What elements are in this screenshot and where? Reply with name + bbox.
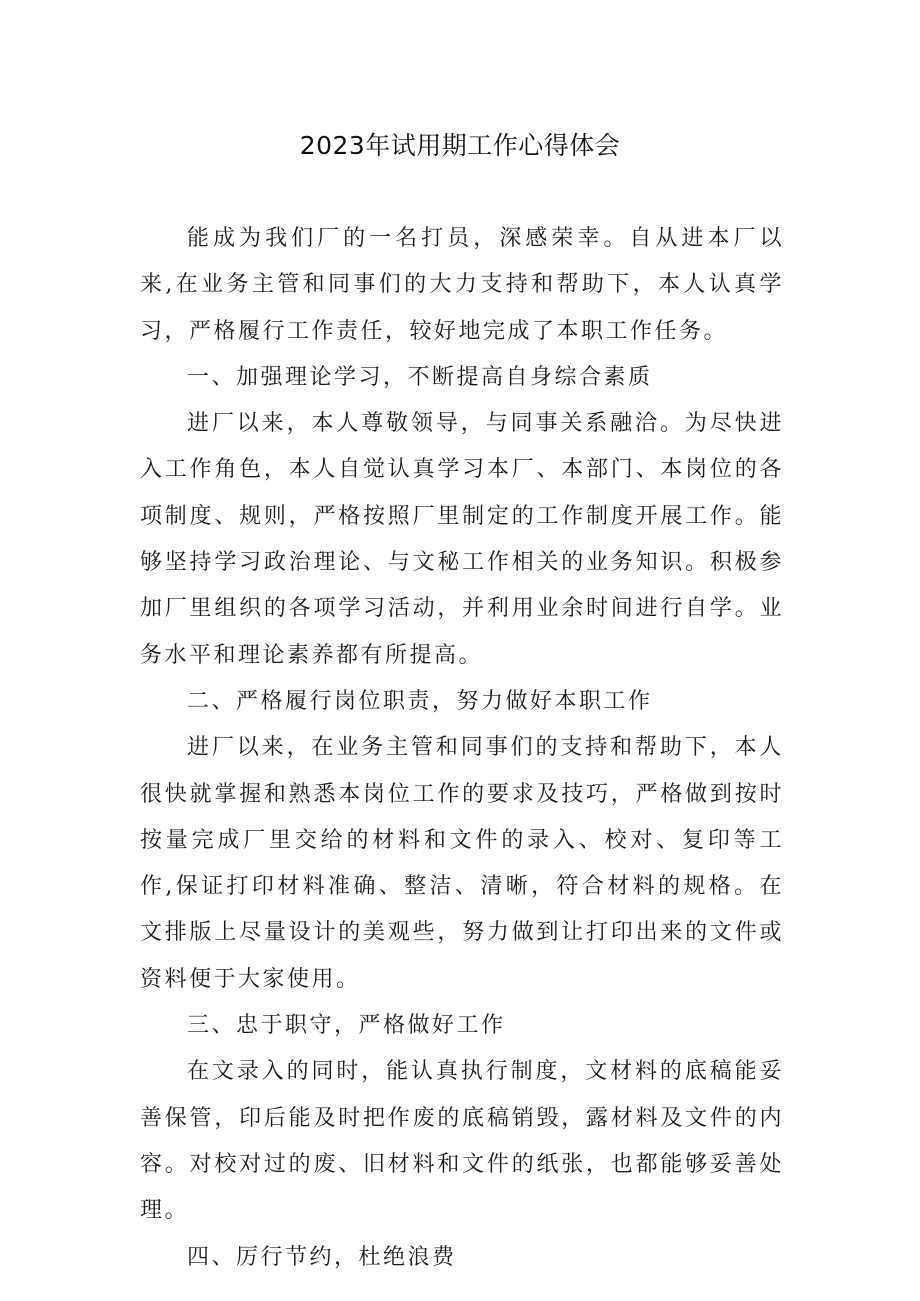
section-heading-2: 二、严格履行岗位职责，努力做好本职工作 — [187, 688, 653, 714]
section-paragraph-3: 在文录入的同时，能认真执行制度，文材料的底稿能妥善保管，印后能及时把作废的底稿销毁，露材料及文件的内容。对校对过的废、旧材料和文件的纸张，也都能够妥善处理。 — [140, 1059, 784, 1224]
section-paragraph-2: 进厂以来，在业务主管和同事们的支持和帮助下，本人很快就掌握和熟悉本岗位工作的要求及技巧，严格做到按时按量完成厂里交给的材料和文件的录入、校对、复印等工作,保证打印材料准确、整洁、清晰，符合材料的规格。在文排版上尽量设计的美观些，努力做到让打印出来的文件或资料便于大家使用。 — [140, 735, 784, 992]
document-title: 2023年试用期工作心得体会 — [299, 131, 621, 160]
section-heading-1: 一、加强理论学习，不断提高自身综合素质 — [187, 364, 653, 390]
section-heading-4: 四、厉行节约，杜绝浪费 — [187, 1244, 457, 1270]
section-heading-3: 三、忠于职守，严格做好工作 — [187, 1013, 506, 1039]
document-body — [140, 216, 784, 1281]
intro-paragraph: 能成为我们厂的一名打员，深感荣幸。自从进本厂以来,在业务主管和同事们的大力支持和帮助下，本人认真学习，严格履行工作责任，较好地完成了本职工作任务。 — [140, 226, 784, 344]
section-paragraph-1: 进厂以来，本人尊敬领导，与同事关系融洽。为尽快进入工作角色，本人自觉认真学习本厂、本部门、本岗位的各项制度、规则，严格按照厂里制定的工作制度开展工作。能够坚持学习政治理论、与文秘工作相关的业务知识。积极参加厂里组织的各项学习活动，并利用业余时间进行自学。业务水平和理论素养都有所提高。 — [140, 411, 784, 668]
